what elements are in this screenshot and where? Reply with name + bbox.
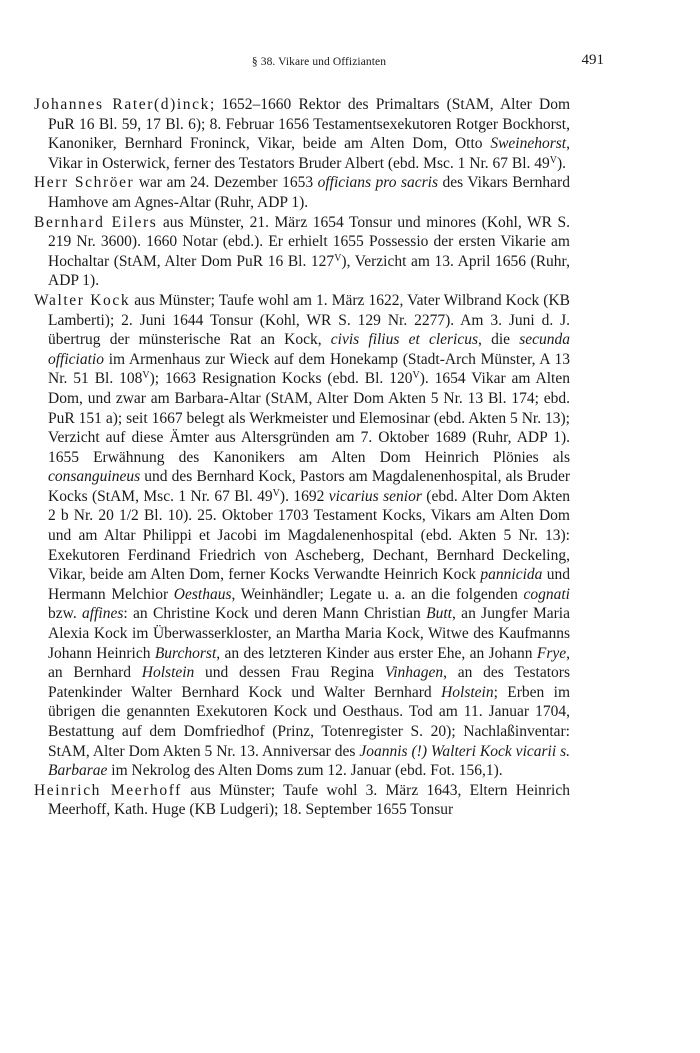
entry-text: war am 24. Dezember 1653 bbox=[134, 174, 318, 192]
italic-text: officians pro sacris bbox=[317, 174, 438, 192]
italic-text: Holstein bbox=[441, 683, 494, 701]
superscript: V bbox=[272, 487, 280, 499]
page-header bbox=[34, 52, 604, 74]
italic-text: Vinhagen bbox=[384, 664, 444, 682]
italic-text: affines bbox=[82, 605, 124, 623]
entry-text: und des Bernhard Kock, Pastors am Magdalenenhospital, als Bruder Kocks (StAM, Msc. 1 Nr. 67 Bl. 49 bbox=[48, 468, 570, 505]
entry-text: : an Christine Kock und deren Mann Christian bbox=[123, 605, 427, 623]
entry-text: im Armenhaus zur Wieck auf dem Honekamp (Stadt-Arch Münster, A 13 Nr. 51 Bl. 108 bbox=[48, 350, 570, 388]
superscript: V bbox=[334, 252, 342, 264]
running-head: § 38. Vikare und Offizianten bbox=[251, 56, 387, 68]
entry-name: Herr Schröer bbox=[34, 174, 135, 192]
italic-text: Burchorst bbox=[154, 644, 217, 662]
entry-text: , die bbox=[478, 331, 520, 349]
entry-text: , Weinhändler; Legate u. a. an die folgenden bbox=[231, 585, 524, 603]
entry-text: im Nekrolog des Alten Doms zum 12. Januar (ebd. Fot. 156,1). bbox=[107, 762, 503, 780]
italic-text: pannicida bbox=[480, 566, 543, 584]
entry-text: , an des Testators Patenkinder Walter Bernhard Kock und Walter Bernhard bbox=[48, 664, 570, 701]
entry-text: , an Bernhard bbox=[48, 644, 570, 682]
superscript: V bbox=[412, 370, 420, 382]
entry-text: aus Münster; Taufe wohl am 1. März 1622, Vater Wilbrand Kock (KB Lamberti); 2. Juni 1644 Tonsur (Kohl, WR S. 129 Nr. 2277). Am 3. Juni d. J. übertrug der münsterische Rat an Kock, bbox=[48, 291, 570, 349]
entry-name: Walter Kock bbox=[34, 291, 131, 309]
entry-text: aus Münster, 21. März 1654 Tonsur und minores (Kohl, WR S. 219 Nr. 3600). 1660 Notar (ebd.). Er erhielt 1655 Possessio der ersten Vikarie am Hochaltar (StAM, Alter Dom PuR 16 Bl. 127 bbox=[48, 213, 570, 270]
entry-text: ; 1652–1660 Rektor des Primaltars (StAM, Alter Dom PuR 16 Bl. 59, 17 Bl. 6); 8. Februar 1656 Testamentsexekutoren Rotger Bockhorst, Kanoniker, Bernhard Froninck, Vikar, beide am Alten Dom, Otto bbox=[48, 96, 571, 153]
entry-text: , Vikar in Osterwick, ferner des Testators Bruder Albert (ebd. Msc. 1 Nr. 67 Bl. 49 bbox=[48, 135, 570, 172]
entry bbox=[34, 781, 570, 820]
entry bbox=[34, 95, 570, 173]
entry bbox=[34, 213, 570, 291]
entry-text: und dessen Frau Regina bbox=[194, 664, 385, 682]
italic-text: Joannis (!) Walteri Kock vicarii s. Barbarae bbox=[48, 742, 570, 780]
entry-text: ). bbox=[557, 154, 567, 172]
entry bbox=[34, 173, 570, 212]
entry-text: ); 1663 Resignation Kocks (ebd. Bl. 120 bbox=[149, 370, 413, 388]
entry-text: , an Jungfer Maria Alexia Kock im Überwasserkloster, an Martha Maria Kock, Witwe des Kaufmanns Johann Heinrich bbox=[48, 605, 570, 662]
entry-text: ). 1654 Vikar am Alten Dom, und zwar am Barbara-Altar (StAM, Alter Dom Akten 5 Nr. 13 Bl. 174; ebd. PuR 151 a); seit 1667 belegt als Werkmeister und Elemosinar (ebd. Akten 5 Nr. 13); Verzicht auf diese Ämter aus Altersgründen am 7. Oktober 1689 (Ruhr, ADP 1). 1655 Erwähnung des Kanonikers am Alten Dom Heinrich Plönies als bbox=[48, 370, 570, 466]
italic-text: cognati bbox=[523, 585, 570, 603]
entry-name: Bernhard Eilers bbox=[34, 213, 158, 231]
entry-text: ). 1692 bbox=[279, 487, 329, 505]
entry-name: Heinrich Meerhoff bbox=[34, 781, 182, 799]
entry-text: ; Erben im übrigen die genannten Exekutoren Kock und Oesthaus. Tod am 11. Januar 1704, Bestattung auf dem Domfriedhof (Prinz, Totenregister S. 20); Nachlaßinventar: StAM, Alter Dom Akten 5 Nr. 13. Anniversar des bbox=[48, 683, 571, 760]
entry-name: Johannes Rater(d)inck bbox=[34, 96, 210, 113]
italic-text: Butt bbox=[426, 605, 452, 623]
entry bbox=[34, 291, 570, 781]
italic-text: Sweinehorst bbox=[490, 135, 567, 153]
entry-text: (ebd. Alter Dom Akten 2 b Nr. 20 1/2 Bl. 10). 25. Oktober 1703 Testament Kocks, Vikars am Alten Dom und am Altar Philippi et Jacobi im Magdalenenhospital (ebd. Akten 5 Nr. 13): Exekutoren Ferdinand Friedrich von Ascheberg, Dechant, Bernhard Deckeling, Vikar, beide am Alten Dom, ferner Kocks Verwandte Heinrich Kock bbox=[48, 487, 570, 584]
body-text bbox=[34, 95, 570, 820]
italic-text: Oesthaus bbox=[173, 585, 232, 603]
italic-text: vicarius senior bbox=[328, 487, 422, 505]
superscript: V bbox=[549, 154, 558, 166]
italic-text: consanguineus bbox=[48, 468, 141, 486]
entry-text: aus Münster; Taufe wohl 3. März 1643, Eltern Heinrich Meerhoff, Kath. Huge (KB Ludgeri); 18. September 1655 Tonsur bbox=[48, 781, 570, 819]
entry-text: , an des letzteren Kinder aus erster Ehe, an Johann bbox=[216, 644, 537, 662]
italic-text: Frye bbox=[536, 644, 567, 662]
italic-text: civis filius et clericus bbox=[330, 331, 479, 349]
italic-text: secunda officiatio bbox=[48, 331, 570, 368]
superscript: V bbox=[142, 370, 150, 382]
entry-text: des Vikars Bernhard Hamhove am Agnes-Altar (Ruhr, ADP 1). bbox=[48, 174, 570, 211]
entry-text: bzw. bbox=[48, 605, 83, 623]
italic-text: Holstein bbox=[141, 664, 195, 682]
page-number: 491 bbox=[581, 52, 604, 68]
entry-text: und Hermann Melchior bbox=[48, 566, 570, 603]
entry-text: ), Verzicht am 13. April 1656 (Ruhr, ADP 1). bbox=[48, 252, 570, 290]
